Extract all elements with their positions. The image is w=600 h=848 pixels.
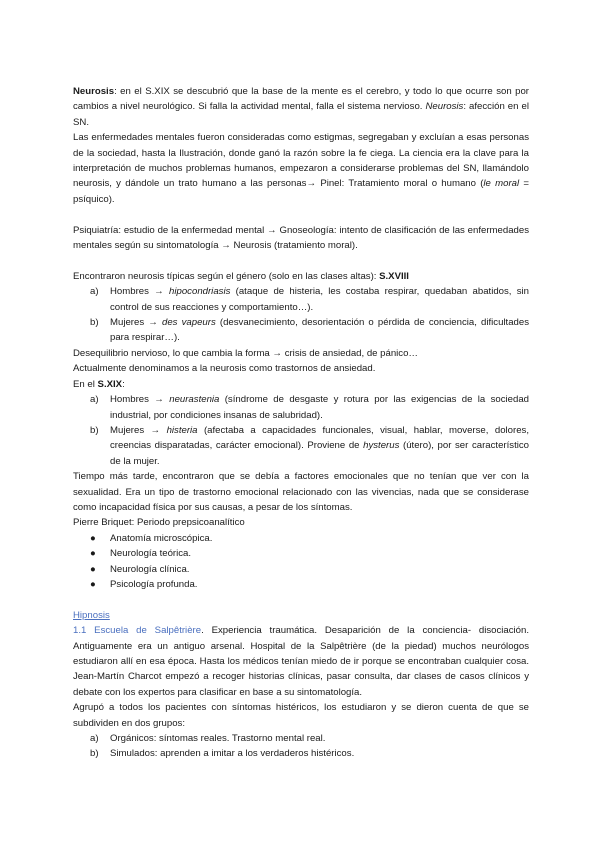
list-item (73, 392, 529, 423)
text: Las enfermedades mentales fueron consideradas como estigmas, segregaban y excluían a esas personas de la sociedad, hasta la Ilustración, donde ganó la razón sobre la fe ciega. La ciencia era la clave para la interpretación de muchos problemas humanos, empezaron a considerarse problemas del SN, llamándolo neurosis, y dándole un trato humano a las personas→ Pinel: Tratamiento moral o humano ( (73, 132, 529, 190)
paragraph-siglo-xix (73, 377, 529, 392)
list-xviii (73, 284, 529, 346)
list-marker: b) (90, 424, 99, 436)
bullet-icon: ● (90, 563, 96, 575)
list-marker: a) (90, 286, 99, 298)
text: = psíquico). (73, 178, 529, 205)
list-marker: b) (90, 317, 99, 329)
text: Orgánicos: síntomas reales. Trastorno mental real. (110, 733, 326, 745)
list-item (73, 746, 529, 761)
text: En el (73, 378, 98, 390)
term: des vapeurs (162, 317, 216, 329)
list-groups (73, 731, 529, 762)
text: (desvanecimiento, desorientación o pérdida de conciencia, dificultades para respirar…). (110, 317, 530, 344)
paragraph-briquet: Pierre Briquet: Periodo prepsicoanalítico (73, 517, 245, 529)
text: Hombres → (110, 286, 170, 298)
list-marker: b) (90, 748, 99, 760)
term-neurosis-italic: Neurosis (425, 101, 464, 113)
text: (ataque de histeria, les costaba respirar, quedaban abatidos, sin control de sus reacciones y comportamiento…). (110, 286, 529, 313)
term: hipocondriasis (169, 286, 231, 298)
list-item (73, 731, 529, 746)
text: : en el S.XIX se descubrió que la base de la mente es el cerebro, y todo lo que ocurre son por cambios a nivel neurológico. Si falla la actividad mental, falla el sistema nervioso. (73, 86, 529, 113)
document-page (73, 84, 529, 762)
heading-hipnosis (73, 608, 529, 623)
spacer (73, 592, 529, 607)
text: : (122, 378, 125, 390)
paragraph-psiquiatria: Psiquiatría: estudio de la enfermedad mental → Gnoseología: intento de clasificación de las enfermedades mentales según su sintomatología → Neurosis (tratamiento moral). (73, 224, 529, 252)
paragraph-tiempo: Tiempo más tarde, encontraron que se debía a factores emocionales que no tenían que ver con la sexualidad. Era un tipo de trastorno emocional relacionado con las vivencias, nada que se considerase como incapacidad física por sus causas, a pesar de los síntomas. (73, 471, 529, 513)
text: Encontraron neurosis típicas según el género (solo en las clases altas): (73, 270, 380, 282)
century-label: S.XVIII (379, 270, 409, 282)
list-item (73, 546, 529, 561)
bullet-list (73, 531, 529, 593)
paragraph-agrupo: Agrupó a todos los pacientes con síntomas histéricos, los estudiaron y se dieron cuenta de que se subdividen en dos grupos: (73, 702, 529, 729)
text: Anatomía microscópica. (110, 532, 213, 544)
text: : afección en el SN. (73, 101, 529, 128)
list-item (73, 531, 529, 546)
text: (síndrome de desgaste y rotura por las exigencias de la sociedad industrial, por condiciones insanas de salubridad). (110, 394, 529, 421)
subsection-heading: 1.1 Escuela de Salpêtrière (73, 625, 202, 637)
paragraph-desequilibrio: Desequilibrio nervioso, lo que cambia la forma → crisis de ansiedad, de pánico… (73, 347, 419, 359)
text: Mujeres → (110, 424, 167, 436)
bullet-icon: ● (90, 548, 96, 560)
paragraph-actualmente: Actualmente denominamos a la neurosis como trastornos de ansiedad. (73, 363, 376, 375)
paragraph-neurosis-definition (73, 84, 529, 130)
text: Neurología teórica. (110, 548, 192, 560)
list-item (73, 423, 529, 469)
term: hysterus (363, 440, 400, 452)
century-label: S.XIX (97, 378, 123, 390)
text: (afectaba a capacidades funcionales, visual, hablar, moverse, dolores, creencias disparatadas, carácter emocional). Proviene de (110, 424, 529, 452)
term-neurosis: Neurosis (73, 86, 115, 97)
list-xix (73, 392, 529, 469)
spacer (73, 207, 529, 222)
list-item (73, 315, 529, 346)
bullet-icon: ● (90, 578, 96, 590)
section-heading-link[interactable]: Hipnosis (73, 609, 110, 621)
term-le-moral: le moral (483, 178, 520, 190)
text: Psicología profunda. (110, 578, 198, 590)
list-item (73, 562, 529, 577)
list-marker: a) (90, 394, 99, 406)
text: Mujeres → (110, 317, 162, 329)
paragraph-salpetriere (73, 623, 529, 700)
list-item (73, 284, 529, 315)
term: histeria (166, 424, 198, 436)
text: . Experiencia traumática. Desaparición de la conciencia- disociación. Antiguamente era un antiguo arsenal. Hospital de la Salpêtrière (de la piedad) muchos neurólogos estudiaron allí en esa época. Hasta los médicos tenían miedo de ir porque se encontraban cualquier cosa. Jean-Martín Charcot empezó a recoger historias clínicas, pasar consulta, dar clases de casos clínicos y debate con los expertos para clasificar en base a su sintomatología. (73, 625, 529, 698)
list-item (73, 577, 529, 592)
text: (útero), por ser característico de la mujer. (110, 440, 530, 467)
text: Simulados: aprenden a imitar a los verdaderos histéricos. (110, 748, 355, 760)
text: Hombres → (110, 394, 170, 406)
bullet-icon: ● (90, 532, 96, 544)
paragraph-stigma (73, 130, 529, 207)
list-marker: a) (90, 733, 99, 745)
text: Neurología clínica. (110, 563, 190, 575)
paragraph-genero (73, 269, 529, 284)
term: neurastenia (169, 394, 220, 406)
spacer (73, 253, 529, 268)
